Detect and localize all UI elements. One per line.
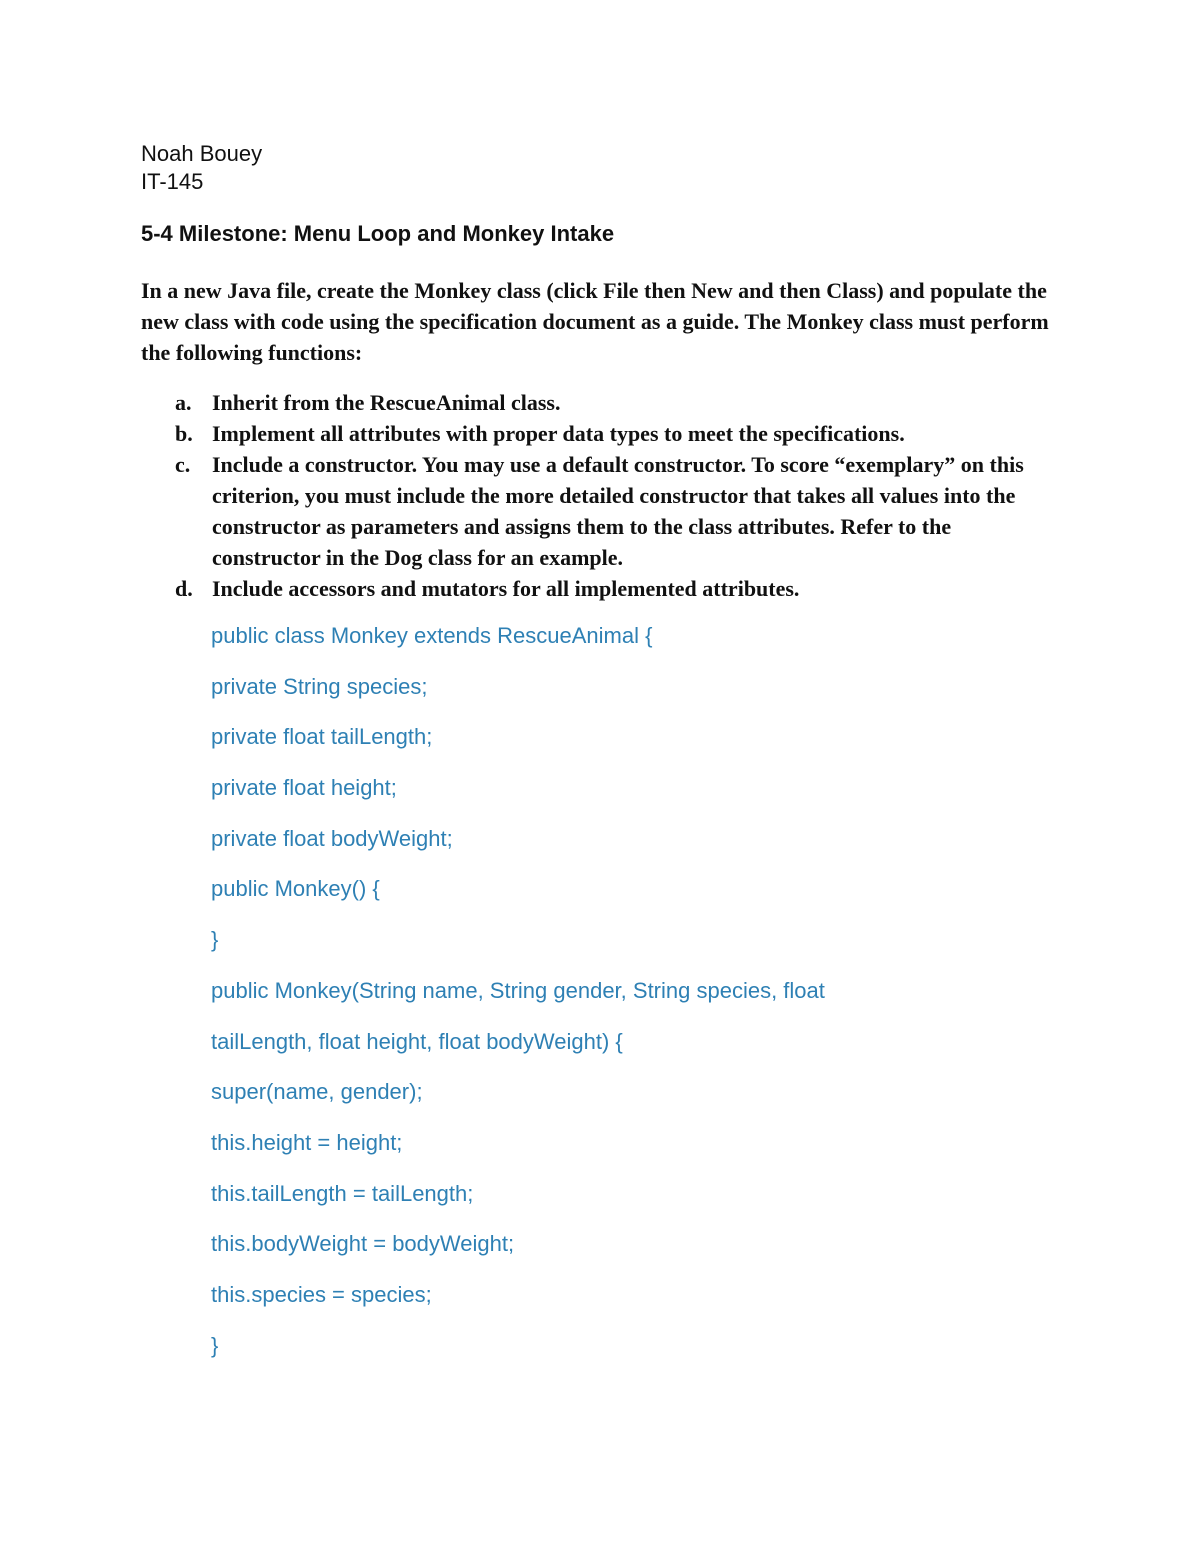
code-block xyxy=(211,622,825,1382)
code-line: super(name, gender); xyxy=(211,1079,423,1105)
code-line: private float height; xyxy=(211,775,397,801)
code-line: private float tailLength; xyxy=(211,724,433,750)
code-line: private String species; xyxy=(211,673,428,699)
task-item xyxy=(141,449,1061,573)
task-text: Implement all attributes with proper data types to meet the specifications. xyxy=(212,421,905,446)
code-line: } xyxy=(211,1332,219,1358)
task-marker: a. xyxy=(175,390,192,415)
code-line: tailLength, float height, float bodyWeight) { xyxy=(211,1028,623,1054)
task-item xyxy=(141,418,1061,449)
task-item xyxy=(141,573,1061,604)
code-line: public class Monkey extends RescueAnimal { xyxy=(211,623,653,648)
document-title: 5-4 Milestone: Menu Loop and Monkey Intake xyxy=(141,221,615,246)
code-line: } xyxy=(211,927,219,953)
code-line: private float bodyWeight; xyxy=(211,825,453,851)
code-line: this.tailLength = tailLength; xyxy=(211,1180,474,1206)
task-marker: b. xyxy=(175,421,193,446)
code-line: public Monkey() { xyxy=(211,876,380,902)
instructions-paragraph: In a new Java file, create the Monkey class (click File then New and then Class) and populate the new class with code using the specification document as a guide. The Monkey class must perform the following functions: xyxy=(141,278,1049,365)
code-line: public Monkey(String name, String gender, String species, float xyxy=(211,977,825,1003)
task-text: Include a constructor. You may use a default constructor. To score “exemplary” on this criterion, you must include the more detailed constructor that takes all values into the constructor as parameters and assigns them to the class attributes. Refer to the constructor in the Dog class for an example. xyxy=(212,452,1024,570)
task-text: Inherit from the RescueAnimal class. xyxy=(212,390,561,415)
task-list xyxy=(141,387,1061,604)
task-marker: c. xyxy=(175,452,191,477)
task-item xyxy=(141,387,1061,418)
code-line: this.species = species; xyxy=(211,1281,432,1307)
task-marker: d. xyxy=(175,576,193,601)
code-line: this.height = height; xyxy=(211,1129,403,1155)
code-line: this.bodyWeight = bodyWeight; xyxy=(211,1231,515,1257)
task-text: Include accessors and mutators for all implemented attributes. xyxy=(212,576,800,601)
course-code: IT-145 xyxy=(141,169,204,194)
author-name: Noah Bouey xyxy=(141,141,263,166)
